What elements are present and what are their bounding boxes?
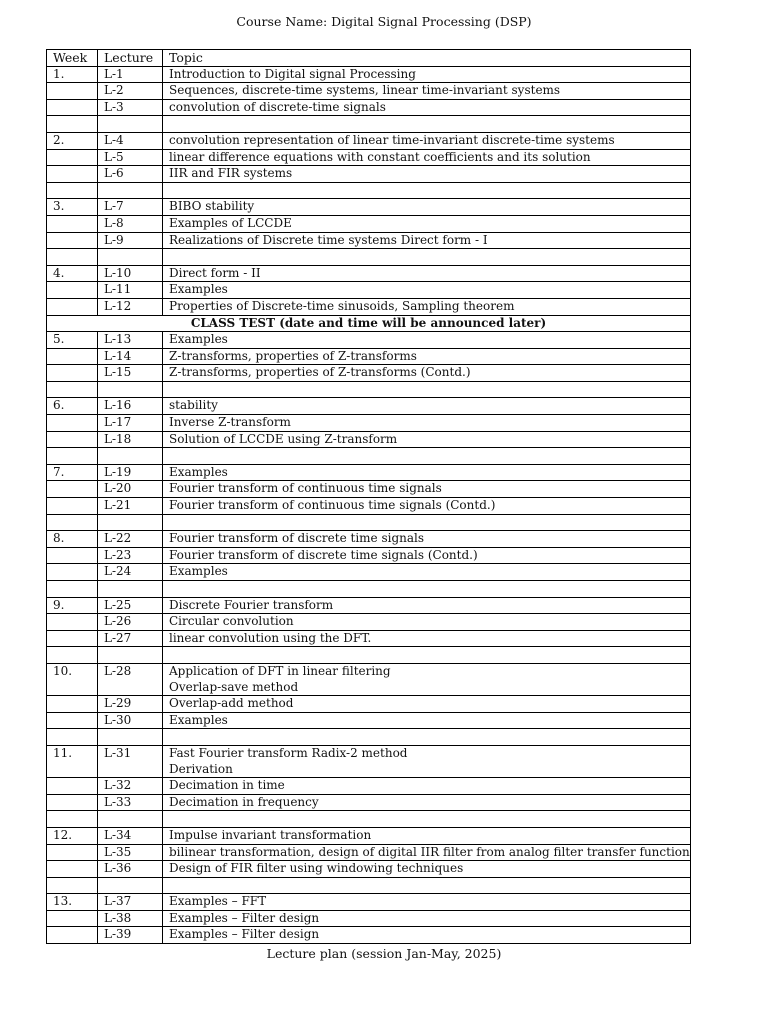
topic-cell: Decimation in time [163, 778, 691, 795]
topic-cell: Design of FIR filter using windowing techniques [163, 861, 691, 878]
lecture-cell: L-12 [98, 298, 163, 315]
spacer-row [47, 448, 691, 465]
week-cell [47, 794, 98, 811]
table-row [47, 745, 691, 761]
spacer-cell [163, 182, 691, 199]
week-cell [47, 861, 98, 878]
week-cell [47, 762, 98, 778]
week-cell [47, 83, 98, 100]
week-cell [47, 844, 98, 861]
lecture-cell: L-19 [98, 464, 163, 481]
topic-cell: Examples – Filter design [163, 927, 691, 944]
table-row [47, 398, 691, 415]
table-row [47, 614, 691, 631]
week-cell [47, 298, 98, 315]
spacer-cell [163, 514, 691, 531]
spacer-cell [47, 448, 98, 465]
spacer-row [47, 877, 691, 894]
topic-cell: Discrete Fourier transform [163, 597, 691, 614]
lecture-cell: L-20 [98, 481, 163, 498]
table-row [47, 481, 691, 498]
table-row [47, 712, 691, 729]
table-row [47, 199, 691, 216]
lecture-cell: L-13 [98, 332, 163, 349]
spacer-cell [163, 729, 691, 746]
lecture-cell: L-27 [98, 630, 163, 647]
week-cell: 12. [47, 827, 98, 844]
spacer-row [47, 647, 691, 664]
table-row [47, 778, 691, 795]
week-cell: 7. [47, 464, 98, 481]
week-cell: 10. [47, 663, 98, 679]
topic-cell: Overlap-add method [163, 696, 691, 713]
spacer-cell [47, 877, 98, 894]
topic-cell: Fast Fourier transform Radix-2 method [163, 745, 691, 761]
topic-cell: Examples of LCCDE [163, 215, 691, 232]
spacer-cell [98, 811, 163, 828]
spacer-cell [47, 729, 98, 746]
lecture-cell: L-2 [98, 83, 163, 100]
spacer-cell [98, 116, 163, 133]
table-row [47, 298, 691, 315]
lecture-cell: L-22 [98, 531, 163, 548]
table-row [47, 132, 691, 149]
table-row [47, 696, 691, 713]
topic-cell: Z-transforms, properties of Z-transforms [163, 348, 691, 365]
week-cell [47, 910, 98, 927]
topic-cell: convolution of discrete-time signals [163, 99, 691, 116]
week-cell [47, 166, 98, 183]
spacer-cell [163, 877, 691, 894]
lecture-cell: L-31 [98, 745, 163, 761]
spacer-row [47, 581, 691, 598]
table-row [47, 531, 691, 548]
topic-cell: linear convolution using the DFT. [163, 630, 691, 647]
spacer-cell [98, 249, 163, 266]
week-cell: 13. [47, 894, 98, 911]
spacer-row [47, 729, 691, 746]
lecture-cell: L-29 [98, 696, 163, 713]
lecture-cell: L-6 [98, 166, 163, 183]
lecture-cell: L-1 [98, 66, 163, 83]
topic-cell: Impulse invariant transformation [163, 827, 691, 844]
week-cell [47, 99, 98, 116]
lecture-cell: L-14 [98, 348, 163, 365]
lecture-cell: L-10 [98, 265, 163, 282]
topic-cell: Examples – FFT [163, 894, 691, 911]
lecture-cell: L-15 [98, 365, 163, 382]
topic-cell: Direct form - II [163, 265, 691, 282]
table-header-row [47, 50, 691, 67]
lecture-cell: L-18 [98, 431, 163, 448]
lecture-plan-table [46, 49, 691, 944]
lecture-cell [98, 680, 163, 696]
table-row [47, 166, 691, 183]
spacer-cell [163, 647, 691, 664]
spacer-cell [163, 448, 691, 465]
class-test-note: CLASS TEST (date and time will be announced later) [47, 315, 691, 332]
week-cell [47, 232, 98, 249]
footer-caption: Lecture plan (session Jan-May, 2025) [266, 946, 502, 961]
table-row [47, 365, 691, 382]
spacer-row [47, 514, 691, 531]
week-cell [47, 365, 98, 382]
lecture-cell [98, 762, 163, 778]
lecture-cell: L-33 [98, 794, 163, 811]
table-row [47, 431, 691, 448]
week-cell: 11. [47, 745, 98, 761]
topic-cell: Fourier transform of discrete time signals [163, 531, 691, 548]
table-row [47, 564, 691, 581]
topic-cell: Fourier transform of continuous time signals [163, 481, 691, 498]
topic-cell: BIBO stability [163, 199, 691, 216]
spacer-cell [163, 581, 691, 598]
lecture-cell: L-38 [98, 910, 163, 927]
table-row [47, 332, 691, 349]
table-row [47, 630, 691, 647]
topic-column-header: Topic [163, 50, 691, 67]
spacer-cell [98, 448, 163, 465]
table-row [47, 762, 691, 778]
spacer-row [47, 182, 691, 199]
topic-cell: Decimation in frequency [163, 794, 691, 811]
lecture-cell: L-30 [98, 712, 163, 729]
week-cell: 2. [47, 132, 98, 149]
topic-cell: Derivation [163, 762, 691, 778]
topic-cell: bilinear transformation, design of digital IIR filter from analog filter transfer function [163, 844, 691, 861]
table-row [47, 149, 691, 166]
table-row [47, 282, 691, 299]
week-cell: 8. [47, 531, 98, 548]
lecture-cell: L-36 [98, 861, 163, 878]
week-cell [47, 481, 98, 498]
spacer-cell [163, 811, 691, 828]
week-cell [47, 630, 98, 647]
table-row [47, 498, 691, 515]
week-cell: 5. [47, 332, 98, 349]
week-cell [47, 564, 98, 581]
table-row [47, 464, 691, 481]
lecture-cell: L-24 [98, 564, 163, 581]
week-cell [47, 498, 98, 515]
topic-cell: Application of DFT in linear filtering [163, 663, 691, 679]
spacer-cell [98, 729, 163, 746]
table-row [47, 597, 691, 614]
spacer-cell [47, 249, 98, 266]
table-row [47, 415, 691, 432]
topic-cell: Sequences, discrete-time systems, linear time-invariant systems [163, 83, 691, 100]
table-row [47, 827, 691, 844]
table-row [47, 547, 691, 564]
table-row [47, 99, 691, 116]
week-cell [47, 431, 98, 448]
table-row [47, 927, 691, 944]
topic-cell: Examples [163, 464, 691, 481]
topic-cell: Examples – Filter design [163, 910, 691, 927]
lecture-column-header: Lecture [98, 50, 163, 67]
lecture-cell: L-25 [98, 597, 163, 614]
week-cell [47, 614, 98, 631]
lecture-cell: L-9 [98, 232, 163, 249]
spacer-cell [98, 581, 163, 598]
lecture-cell: L-7 [98, 199, 163, 216]
table-row [47, 794, 691, 811]
week-cell [47, 680, 98, 696]
week-cell: 6. [47, 398, 98, 415]
lecture-cell: L-17 [98, 415, 163, 432]
lecture-cell: L-37 [98, 894, 163, 911]
topic-cell: Examples [163, 712, 691, 729]
topic-cell: linear difference equations with constant coefficients and its solution [163, 149, 691, 166]
lecture-cell: L-34 [98, 827, 163, 844]
spacer-cell [47, 116, 98, 133]
lecture-cell: L-16 [98, 398, 163, 415]
table-row [47, 232, 691, 249]
table-row [47, 348, 691, 365]
table-row [47, 910, 691, 927]
topic-cell: Overlap-save method [163, 680, 691, 696]
page-title: Course Name: Digital Signal Processing (DSP) [236, 14, 532, 29]
table-row [47, 215, 691, 232]
week-cell [47, 547, 98, 564]
week-cell [47, 696, 98, 713]
spacer-cell [163, 116, 691, 133]
week-cell: 4. [47, 265, 98, 282]
lecture-cell: L-5 [98, 149, 163, 166]
topic-cell: Solution of LCCDE using Z-transform [163, 431, 691, 448]
spacer-cell [47, 381, 98, 398]
spacer-row [47, 811, 691, 828]
spacer-cell [47, 514, 98, 531]
week-cell [47, 149, 98, 166]
week-column-header: Week [47, 50, 98, 67]
lecture-cell: L-11 [98, 282, 163, 299]
week-cell [47, 282, 98, 299]
spacer-row [47, 381, 691, 398]
topic-cell: Fourier transform of continuous time signals (Contd.) [163, 498, 691, 515]
lecture-cell: L-8 [98, 215, 163, 232]
week-cell [47, 927, 98, 944]
lecture-cell: L-23 [98, 547, 163, 564]
lecture-cell: L-3 [98, 99, 163, 116]
table-row [47, 861, 691, 878]
table-body [47, 66, 691, 943]
table-row [47, 894, 691, 911]
week-cell: 3. [47, 199, 98, 216]
table-row [47, 844, 691, 861]
spacer-cell [98, 182, 163, 199]
spacer-cell [98, 514, 163, 531]
lecture-cell: L-4 [98, 132, 163, 149]
lecture-cell: L-32 [98, 778, 163, 795]
spacer-cell [47, 811, 98, 828]
table-row [47, 265, 691, 282]
topic-cell: Z-transforms, properties of Z-transforms (Contd.) [163, 365, 691, 382]
topic-cell: Examples [163, 564, 691, 581]
topic-cell: Inverse Z-transform [163, 415, 691, 432]
week-cell [47, 348, 98, 365]
topic-cell: Introduction to Digital signal Processing [163, 66, 691, 83]
spacer-cell [163, 249, 691, 266]
topic-cell: Examples [163, 282, 691, 299]
table-row [47, 66, 691, 83]
table-row [47, 83, 691, 100]
spacer-cell [47, 581, 98, 598]
week-cell: 1. [47, 66, 98, 83]
spacer-cell [98, 877, 163, 894]
table-row [47, 680, 691, 696]
spacer-cell [163, 381, 691, 398]
spacer-row [47, 116, 691, 133]
week-cell [47, 215, 98, 232]
table-row [47, 663, 691, 679]
week-cell [47, 415, 98, 432]
spacer-cell [47, 182, 98, 199]
topic-cell: Circular convolution [163, 614, 691, 631]
topic-cell: stability [163, 398, 691, 415]
topic-cell: Properties of Discrete-time sinusoids, Sampling theorem [163, 298, 691, 315]
week-cell [47, 778, 98, 795]
topic-cell: IIR and FIR systems [163, 166, 691, 183]
spacer-cell [47, 647, 98, 664]
lecture-cell: L-26 [98, 614, 163, 631]
spacer-cell [98, 381, 163, 398]
spacer-cell [98, 647, 163, 664]
lecture-cell: L-28 [98, 663, 163, 679]
week-cell [47, 712, 98, 729]
topic-cell: Realizations of Discrete time systems Direct form - I [163, 232, 691, 249]
week-cell: 9. [47, 597, 98, 614]
lecture-cell: L-21 [98, 498, 163, 515]
topic-cell: convolution representation of linear time-invariant discrete-time systems [163, 132, 691, 149]
class-test-row [47, 315, 691, 332]
topic-cell: Fourier transform of discrete time signals (Contd.) [163, 547, 691, 564]
spacer-row [47, 249, 691, 266]
lecture-cell: L-35 [98, 844, 163, 861]
topic-cell: Examples [163, 332, 691, 349]
lecture-cell: L-39 [98, 927, 163, 944]
